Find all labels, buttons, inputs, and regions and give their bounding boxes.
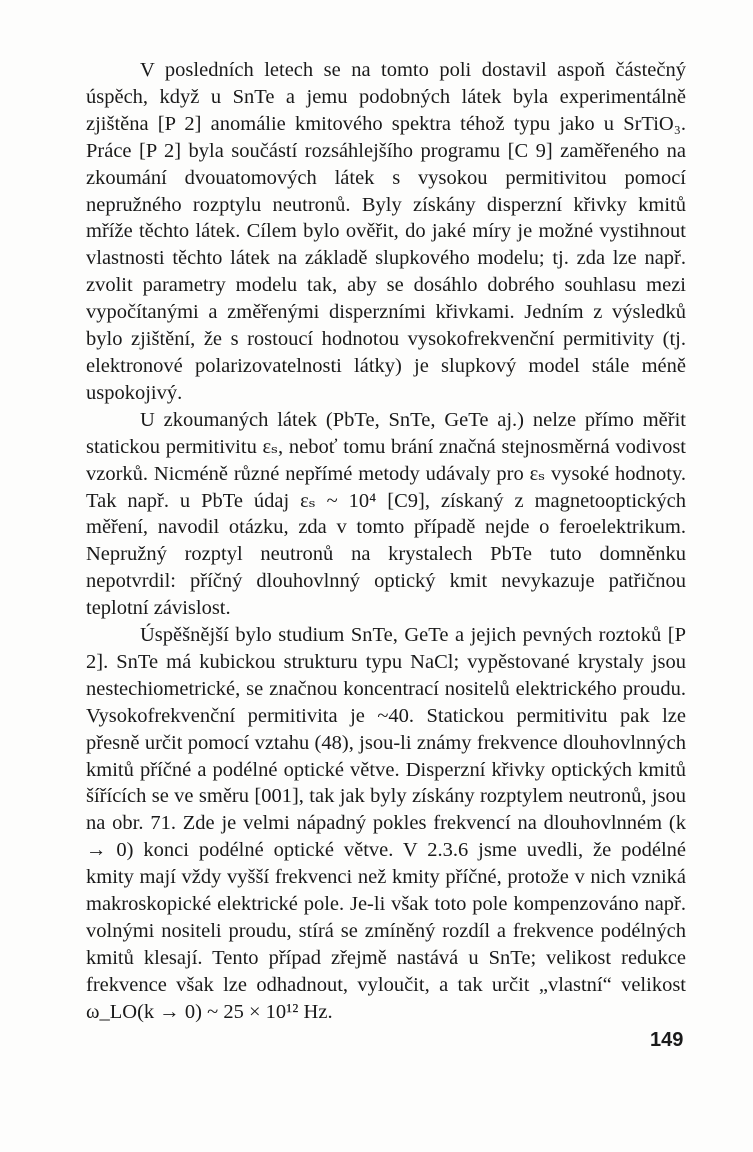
paragraph-2: U zkoumaných látek (PbTe, SnTe, GeTe aj.) nelze přímo měřit statickou permitivitu εₛ, neboť tomu brání značná stejnosměrná vodivost vzorků. Nicméně různé nepřímé metody udávaly pro εₛ vysoké hodnoty. Tak např. u PbTe údaj εₛ ~ 10⁴ [C9], získaný z magnetooptických měření, navodil otázku, zda v tomto případě nejde o feroelektrikum. Nepružný rozptyl neutronů na krystalech PbTe tuto domněnku nepotvrdil: příčný dlouhovlnný optický kmit nevykazuje patřičnou teplotní závislost. — [86, 408, 686, 620]
page-number: 149 — [650, 1029, 684, 1051]
body-text — [86, 57, 686, 1026]
paragraph-3: Úspěšnější bylo studium SnTe, GeTe a jejich pevných roztoků [P 2]. SnTe má kubickou strukturu typu NaCl; vypěstované krystaly jsou nestechiometrické, se značnou koncentrací nositelů elektrického proudu. Vysokofrekvenční permitivita je ~40. Statickou permitivitu pak lze přesně určit pomocí vztahu (48), jsou-li známy frekvence dlouhovlnných kmitů příčné a podélné optické větve. Disperzní křivky optických kmitů šířících se ve směru [001], tak jak byly získány rozptylem neutronů, jsou na obr. 71. Zde je velmi nápadný pokles frekvencí na dlouhovlnném (k → 0) konci podélné optické větve. V 2.3.6 jsme uvedli, že podélné kmity mají vždy vyšší frekvenci než kmity příčné, protože v nich vzniká makroskopické elektrické pole. Je-li však toto pole kompenzováno např. volnými nositeli proudu, stírá se zmíněný rozdíl a frekvence podélných kmitů klesají. Tento případ zřejmě nastává u SnTe; velikost redukce frekvence však lze odhadnout, vyloučit, a tak určit „vlastní“ velikost ω_LO(k → 0) ~ 25 × 10¹² Hz. — [86, 624, 686, 1023]
paragraph-1: V posledních letech se na tomto poli dostavil aspoň částečný úspěch, když u SnTe a jemu podobných látek byla experimentálně zjištěna [P 2] anomálie kmitového spektra téhož typu jako u SrTiO₃. Práce [P 2] byla součástí rozsáhlejšího programu [C 9] zaměřeného na zkoumání dvouatomových látek s vysokou permitivitou pomocí nepružného rozptylu neutronů. Byly získány disperzní křivky kmitů mříže těchto látek. Cílem bylo ověřit, do jaké míry je možné vystihnout vlastnosti těchto látek na základě slupkového modelu; tj. zda lze např. zvolit parametry modelu tak, aby se dosáhlo dobrého souhlasu mezi vypočítanými a změřenými disperzními křivkami. Jedním z výsledků bylo zjištění, že s rostoucí hodnotou vysokofrekvenční permitivity (tj. elektronové polarizovatelnosti látky) je slupkový model stále méně uspokojivý. — [86, 59, 686, 404]
